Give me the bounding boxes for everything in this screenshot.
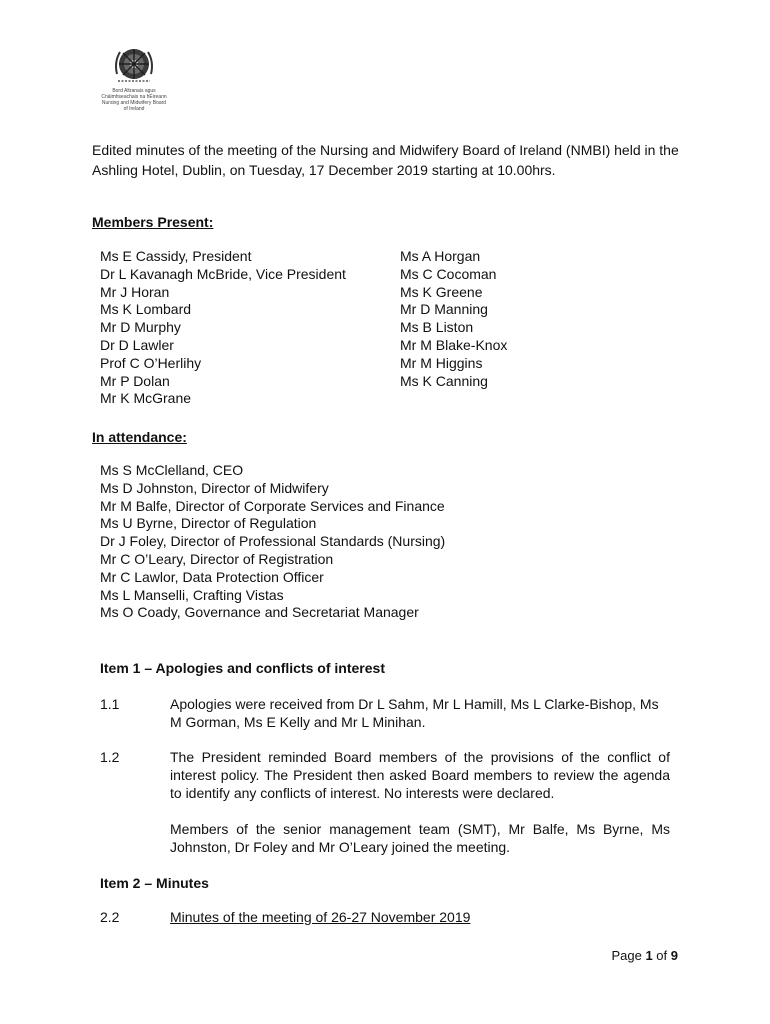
logo-text-line: Bord Altranais agus: [112, 88, 156, 94]
attendee-entry: Mr M Balfe, Director of Corporate Services and Finance: [100, 497, 445, 514]
members-left-column: [100, 248, 346, 408]
member-name: Mr K McGrane: [100, 390, 192, 407]
attendance-list: [100, 462, 445, 622]
item1-heading: Item 1 – Apologies and conflicts of interest: [100, 660, 385, 676]
member-name: Dr L Kavanagh McBride, Vice President: [100, 265, 346, 282]
members-present-heading: Members Present:: [92, 214, 214, 230]
attendee-entry: Mr C O’Leary, Director of Registration: [100, 550, 334, 567]
paragraph-text: The President reminded Board members of the provisions of the conflict of interest policy. The President then asked Board members to review the agenda to identify any conflicts of interest. No interests were declared.: [170, 749, 670, 801]
paragraph-text: Apologies were received from Dr L Sahm, Mr L Hamill, Ms L Clarke-Bishop, Ms M Gorman, Ms E Kelly and Mr L Minihan.: [170, 696, 659, 730]
attendee-entry: Mr C Lawlor, Data Protection Officer: [100, 568, 324, 585]
member-name: Prof C O’Herlihy: [100, 354, 202, 371]
document-title: Edited minutes of the meeting of the Nursing and Midwifery Board of Ireland (NMBI) held in the Ashling Hotel, Dublin, on Tuesday, 17 December 2019 starting at 10.00hrs.: [92, 142, 679, 178]
member-name: Ms A Horgan: [400, 248, 481, 264]
attendee-entry: Ms S McClelland, CEO: [100, 462, 244, 478]
paragraph-text: Members of the senior management team (SMT), Mr Balfe, Ms Byrne, Ms Johnston, Dr Foley and Mr O’Leary joined the meeting.: [170, 821, 670, 855]
members-right-column: [400, 248, 507, 390]
page-current: 1: [645, 948, 653, 963]
attendee-entry: Ms O Coady, Governance and Secretariat Manager: [100, 604, 419, 621]
logo-text-line: Nursing and Midwifery Board: [101, 100, 167, 106]
member-name: Mr D Murphy: [100, 319, 181, 336]
member-name: Mr D Manning: [400, 301, 488, 318]
paragraph-number: 2.2: [100, 909, 120, 925]
member-name: Mr M Blake-Knox: [400, 336, 508, 353]
member-name: Ms K Lombard: [100, 301, 192, 318]
member-name: Ms E Cassidy, President: [100, 248, 252, 264]
attendee-entry: Ms D Johnston, Director of Midwifery: [100, 479, 329, 496]
page-label: Page: [611, 948, 642, 963]
member-name: Ms K Greene: [400, 283, 483, 300]
member-name: Mr M Higgins: [400, 354, 483, 371]
minutes-subheading: Minutes of the meeting of 26-27 November 2019: [170, 909, 471, 925]
item2-heading: Item 2 – Minutes: [100, 875, 209, 891]
paragraph-number: 1.2: [100, 749, 120, 765]
member-name: Mr P Dolan: [100, 372, 170, 389]
logo-text-line: Cnáimhseachais na hÉireann: [101, 94, 167, 100]
attendee-entry: Ms U Byrne, Director of Regulation: [100, 515, 317, 532]
page-of-label: of: [656, 948, 668, 963]
attendee-entry: Dr J Foley, Director of Professional Standards (Nursing): [100, 533, 446, 550]
member-name: Dr D Lawler: [100, 336, 174, 353]
attendee-entry: Ms L Manselli, Crafting Vistas: [100, 586, 284, 603]
logo-text-line: of Ireland: [123, 106, 145, 112]
in-attendance-heading: In attendance:: [92, 429, 187, 445]
page-total: 9: [670, 948, 678, 963]
paragraph-number: 1.1: [100, 696, 120, 712]
page-number: [560, 947, 678, 965]
member-name: Ms C Cocoman: [400, 265, 497, 282]
member-name: Ms B Liston: [400, 319, 474, 336]
member-name: Ms K Canning: [400, 372, 488, 389]
member-name: Mr J Horan: [100, 283, 170, 300]
nmbi-logo: [92, 44, 176, 112]
nmbi-emblem-icon: [112, 44, 156, 88]
